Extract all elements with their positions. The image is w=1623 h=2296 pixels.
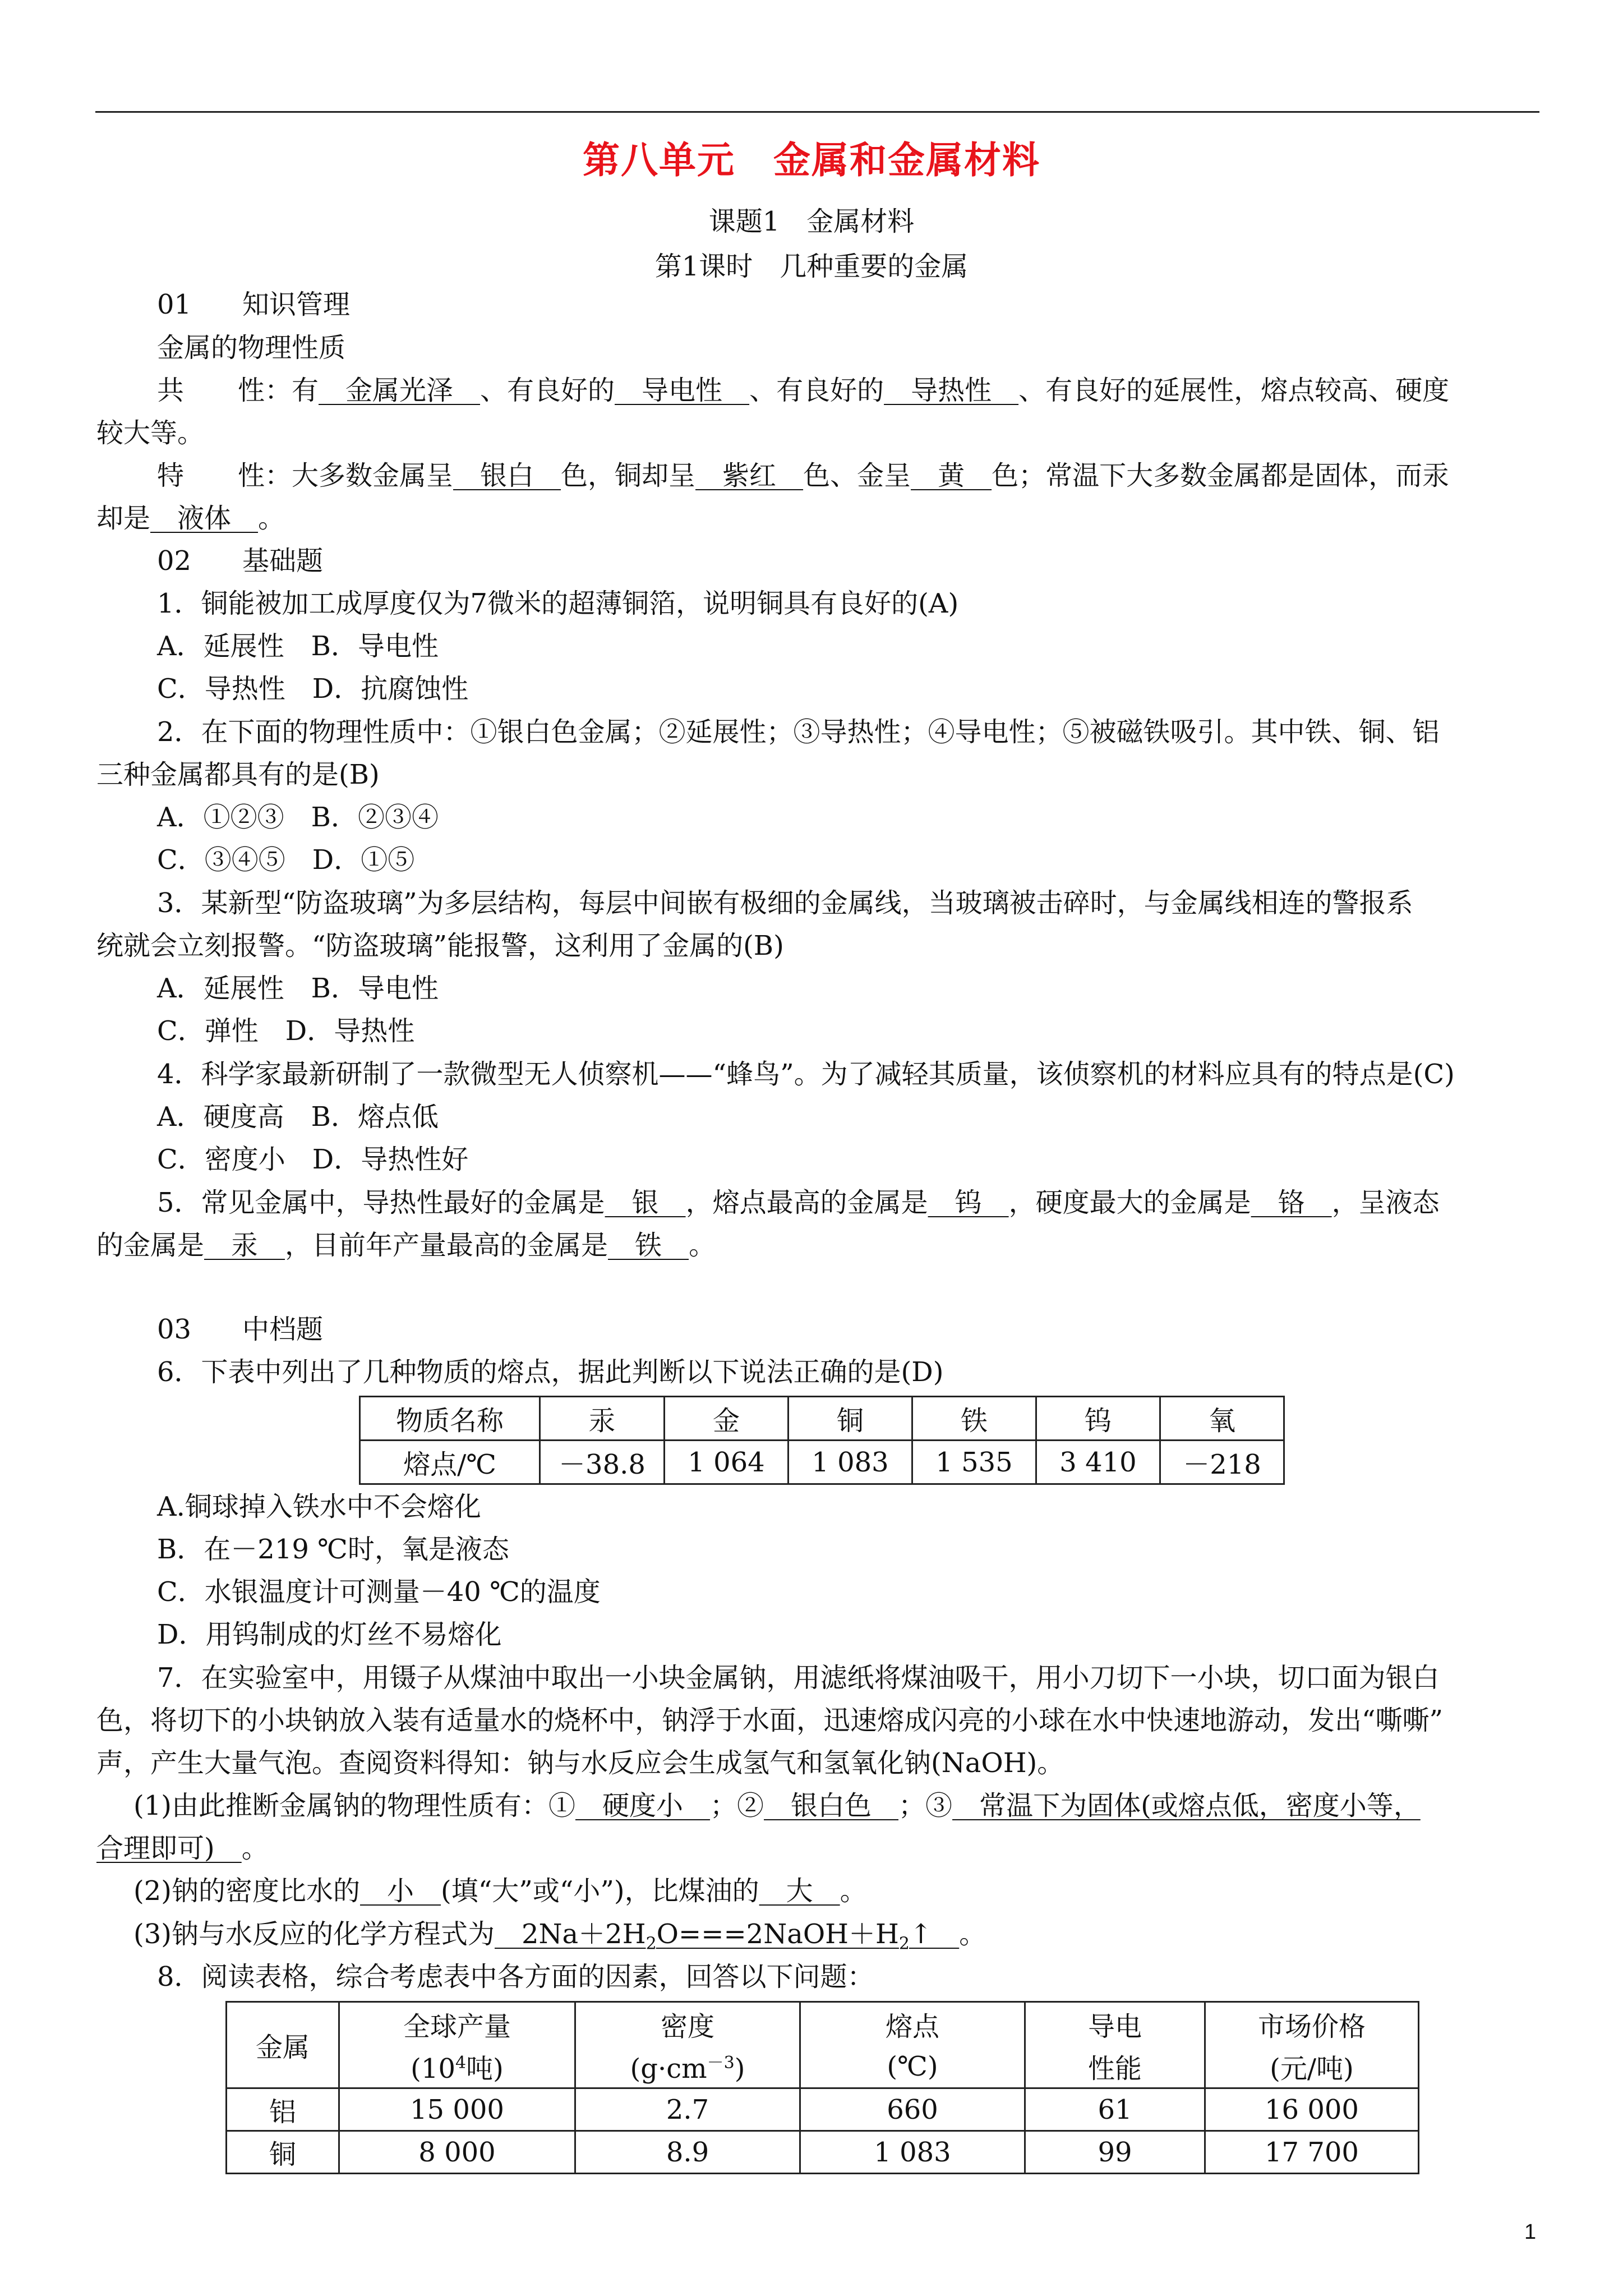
table-cell: 市场价格 <box>1205 2002 1419 2046</box>
q3-options-1: A．延展性 B．导电性 <box>157 973 439 1004</box>
table-cell: 660 <box>800 2088 1025 2131</box>
table-cell: 2.7 <box>575 2088 800 2131</box>
text: ，硬度最大的金属是 <box>1008 1187 1251 1218</box>
answer-conductivity: 导电性 <box>615 375 750 406</box>
q5-line-1 <box>157 1186 1440 1220</box>
special-properties-line <box>157 459 1449 493</box>
table-cell: 17 700 <box>1205 2131 1419 2174</box>
q7-line-3: 声，产生大量气泡。查阅资料得知：钠与水反应会生成氢气和氢氧化钠(NaOH)。 <box>96 1747 1064 1779</box>
text: 色、金呈 <box>803 460 911 491</box>
text: (10 <box>411 2053 455 2085</box>
q3-options-2: C．弹性 D．导热性 <box>157 1015 415 1047</box>
common-label: 共 性：有 <box>157 375 319 406</box>
text: (3)钠与水反应的化学方程式为 <box>133 1918 495 1950</box>
section-02-name: 基础题 <box>242 545 324 577</box>
text: ，呈液态 <box>1331 1187 1440 1218</box>
text: －3 <box>707 2053 735 2073</box>
answer-purple: 紫红 <box>695 460 804 491</box>
text: 2 <box>645 1934 657 1954</box>
common-properties-line <box>157 374 1449 407</box>
table-row <box>227 2088 1419 2131</box>
answer-yellow: 黄 <box>911 460 992 491</box>
q7-part-3 <box>133 1917 986 1961</box>
text: ) <box>734 2053 745 2085</box>
table-row <box>227 2131 1419 2174</box>
table-cell <box>339 2046 575 2088</box>
table-cell: －218 <box>1160 1441 1284 1484</box>
text: (g·cm <box>630 2053 707 2085</box>
q4-options-1: A．硬度高 B．熔点低 <box>157 1101 439 1133</box>
text: 。 <box>258 503 285 534</box>
text: 、有良好的 <box>480 375 615 406</box>
text: 5．常见金属中，导热性最好的金属是 <box>157 1187 605 1218</box>
q7-part-1 <box>133 1789 1421 1823</box>
table-cell: 导电 <box>1025 2002 1205 2046</box>
q1-options-2: C．导热性 D．抗腐蚀性 <box>157 673 469 705</box>
q1-options-1: A．延展性 B．导电性 <box>157 631 439 662</box>
section-03-name: 中档题 <box>242 1314 324 1345</box>
text: 2 <box>898 1934 910 1954</box>
section-01-name: 知识管理 <box>242 289 351 320</box>
melting-point-table <box>359 1396 1285 1485</box>
answer-large: 大 <box>759 1875 840 1907</box>
text: 色；常温下大多数金属都是固体，而汞 <box>992 460 1450 491</box>
q6-option-a: A.铜球掉入铁水中不会熔化 <box>157 1491 481 1522</box>
table-cell: 全球产量 <box>339 2002 575 2046</box>
table-cell: 密度 <box>575 2002 800 2046</box>
text: 。 <box>689 1230 716 1261</box>
answer-hardness: 硬度小 <box>575 1790 711 1821</box>
section-02-number: 02 <box>157 545 192 577</box>
table-cell: 铝 <box>227 2088 339 2131</box>
common-properties-cont: 较大等。 <box>96 417 205 449</box>
text: ，熔点最高的金属是 <box>685 1187 928 1218</box>
table-cell: (℃) <box>800 2046 1025 2088</box>
text: (填“大”或“小”)，比煤油的 <box>441 1875 759 1907</box>
table-row <box>360 1397 1284 1441</box>
text: ；③ <box>898 1790 953 1821</box>
table-cell: 1 083 <box>789 1441 912 1484</box>
answer-silver-metal: 银 <box>605 1187 686 1218</box>
table-cell: 金属 <box>227 2002 339 2088</box>
page-number: 1 <box>1524 2220 1537 2244</box>
q6-option-b: B．在－219 ℃时，氧是液态 <box>157 1534 509 1565</box>
table-cell: 铁 <box>912 1397 1036 1441</box>
special-properties-cont <box>96 501 285 535</box>
table-cell: 氧 <box>1160 1397 1284 1441</box>
table-cell: 汞 <box>540 1397 665 1441</box>
header-rule <box>95 111 1539 113</box>
section-03-number: 03 <box>157 1314 192 1345</box>
q6-stem: 6．下表中列出了几种物质的熔点，据此判断以下说法正确的是(D) <box>157 1356 944 1388</box>
table-row <box>227 2046 1419 2088</box>
table-cell: 61 <box>1025 2088 1205 2131</box>
physical-properties-title: 金属的物理性质 <box>157 332 346 364</box>
q1-stem: 1．铜能被加工成厚度仅为7微米的超薄铜箔，说明铜具有良好的(A) <box>157 588 959 619</box>
text: 。 <box>241 1833 269 1864</box>
answer-silver: 银白 <box>453 460 561 491</box>
q5-line-2 <box>96 1228 716 1262</box>
text: (2)钠的密度比水的 <box>133 1875 360 1907</box>
answer-equation <box>495 1918 960 1954</box>
q7-part-1-cont <box>96 1832 269 1865</box>
table-cell: 熔点/℃ <box>360 1441 540 1484</box>
q6-option-c: C．水银温度计可测量－40 ℃的温度 <box>157 1576 601 1608</box>
q2-stem-cont: 三种金属都具有的是(B) <box>96 759 380 790</box>
table-row <box>227 2002 1419 2046</box>
section-01-number: 01 <box>157 289 192 320</box>
table-row <box>360 1441 1284 1484</box>
text: 色，铜却呈 <box>561 460 696 491</box>
table-cell: 8.9 <box>575 2131 800 2174</box>
text: ；② <box>710 1790 764 1821</box>
table-cell: 8 000 <box>339 2131 575 2174</box>
table-cell: 熔点 <box>800 2002 1025 2046</box>
metal-data-table <box>225 2001 1419 2174</box>
table-cell: 99 <box>1025 2131 1205 2174</box>
q7-line-2: 色，将切下的小块钠放入装有适量水的烧杯中，钠浮于水面，迅速熔成闪亮的小球在水中快速地游动，发出“嘶嘶” <box>96 1705 1444 1736</box>
answer-small: 小 <box>360 1875 441 1907</box>
table-cell: 铜 <box>227 2131 339 2174</box>
text: O===2NaOH＋H <box>656 1918 899 1950</box>
lesson-title: 课题1 金属材料 <box>708 206 915 237</box>
period-title: 第1课时 几种重要的金属 <box>654 251 969 282</box>
answer-state: 常温下为固体(或熔点低，密度小等， <box>952 1790 1421 1821</box>
table-cell <box>575 2046 800 2088</box>
unit-title: 第八单元 金属和金属材料 <box>583 138 1040 182</box>
text: 2Na＋2H <box>495 1918 646 1950</box>
text: 4 <box>455 2053 467 2073</box>
special-label: 特 性：大多数金属呈 <box>157 460 454 491</box>
text: ↑ <box>910 1918 960 1950</box>
table-cell: －38.8 <box>540 1441 665 1484</box>
answer-tungsten: 钨 <box>928 1187 1009 1218</box>
table-cell: 性能 <box>1025 2046 1205 2088</box>
q4-stem: 4．科学家最新研制了一款微型无人侦察机——“蜂鸟”。为了减轻其质量，该侦察机的材料应具有的特点是(C) <box>157 1059 1455 1090</box>
text: 。 <box>959 1918 986 1950</box>
table-cell: 铜 <box>789 1397 912 1441</box>
answer-liquid: 液体 <box>150 503 259 534</box>
text: 的金属是 <box>96 1230 205 1261</box>
text: 、有良好的 <box>749 375 884 406</box>
table-cell: 16 000 <box>1205 2088 1419 2131</box>
table-cell: 15 000 <box>339 2088 575 2131</box>
text: ，目前年产量最高的金属是 <box>285 1230 608 1261</box>
q4-options-2: C．密度小 D．导热性好 <box>157 1144 469 1175</box>
table-cell: 1 535 <box>912 1441 1036 1484</box>
q6-option-d: D．用钨制成的灯丝不易熔化 <box>157 1619 502 1650</box>
table-cell: 3 410 <box>1036 1441 1160 1484</box>
table-cell: 金 <box>665 1397 789 1441</box>
table-cell: 1 083 <box>800 2131 1025 2174</box>
text: 、有良好的延展性，熔点较高、硬度 <box>1018 375 1450 406</box>
q3-stem-cont: 统就会立刻报警。“防盗玻璃”能报警，这利用了金属的(B) <box>96 930 784 961</box>
text: 却是 <box>96 503 151 534</box>
table-cell: (元/吨) <box>1205 2046 1419 2088</box>
text: 吨) <box>466 2053 504 2085</box>
answer-mercury: 汞 <box>204 1230 285 1261</box>
q8-stem: 8．阅读表格，综合考虑表中各方面的因素，回答以下问题： <box>157 1961 874 1993</box>
answer-state-cont: 合理即可) <box>96 1833 242 1864</box>
q2-options-2: C．③④⑤ D．①⑤ <box>157 844 415 876</box>
q3-stem: 3．某新型“防盗玻璃”为多层结构，每层中间嵌有极细的金属线，当玻璃被击碎时，与金属线相连的警报系 <box>157 887 1413 919</box>
answer-luster: 金属光泽 <box>319 375 481 406</box>
table-cell: 钨 <box>1036 1397 1160 1441</box>
text: 。 <box>840 1875 867 1907</box>
answer-iron: 铁 <box>608 1230 689 1261</box>
answer-chromium: 铬 <box>1251 1187 1332 1218</box>
table-cell: 1 064 <box>665 1441 789 1484</box>
q7-line-1: 7．在实验室中，用镊子从煤油中取出一小块金属钠，用滤纸将煤油吸干，用小刀切下一小块，切口面为银白 <box>157 1662 1440 1694</box>
q7-part-2 <box>133 1874 867 1908</box>
q2-options-1: A．①②③ B．②③④ <box>157 802 439 833</box>
answer-thermal: 导热性 <box>884 375 1019 406</box>
answer-color: 银白色 <box>764 1790 899 1821</box>
q2-stem: 2．在下面的物理性质中：①银白色金属；②延展性；③导热性；④导电性；⑤被磁铁吸引。其中铁、铜、铝 <box>157 716 1440 748</box>
table-cell: 物质名称 <box>360 1397 540 1441</box>
text: (1)由此推断金属钠的物理性质有：① <box>133 1790 575 1821</box>
